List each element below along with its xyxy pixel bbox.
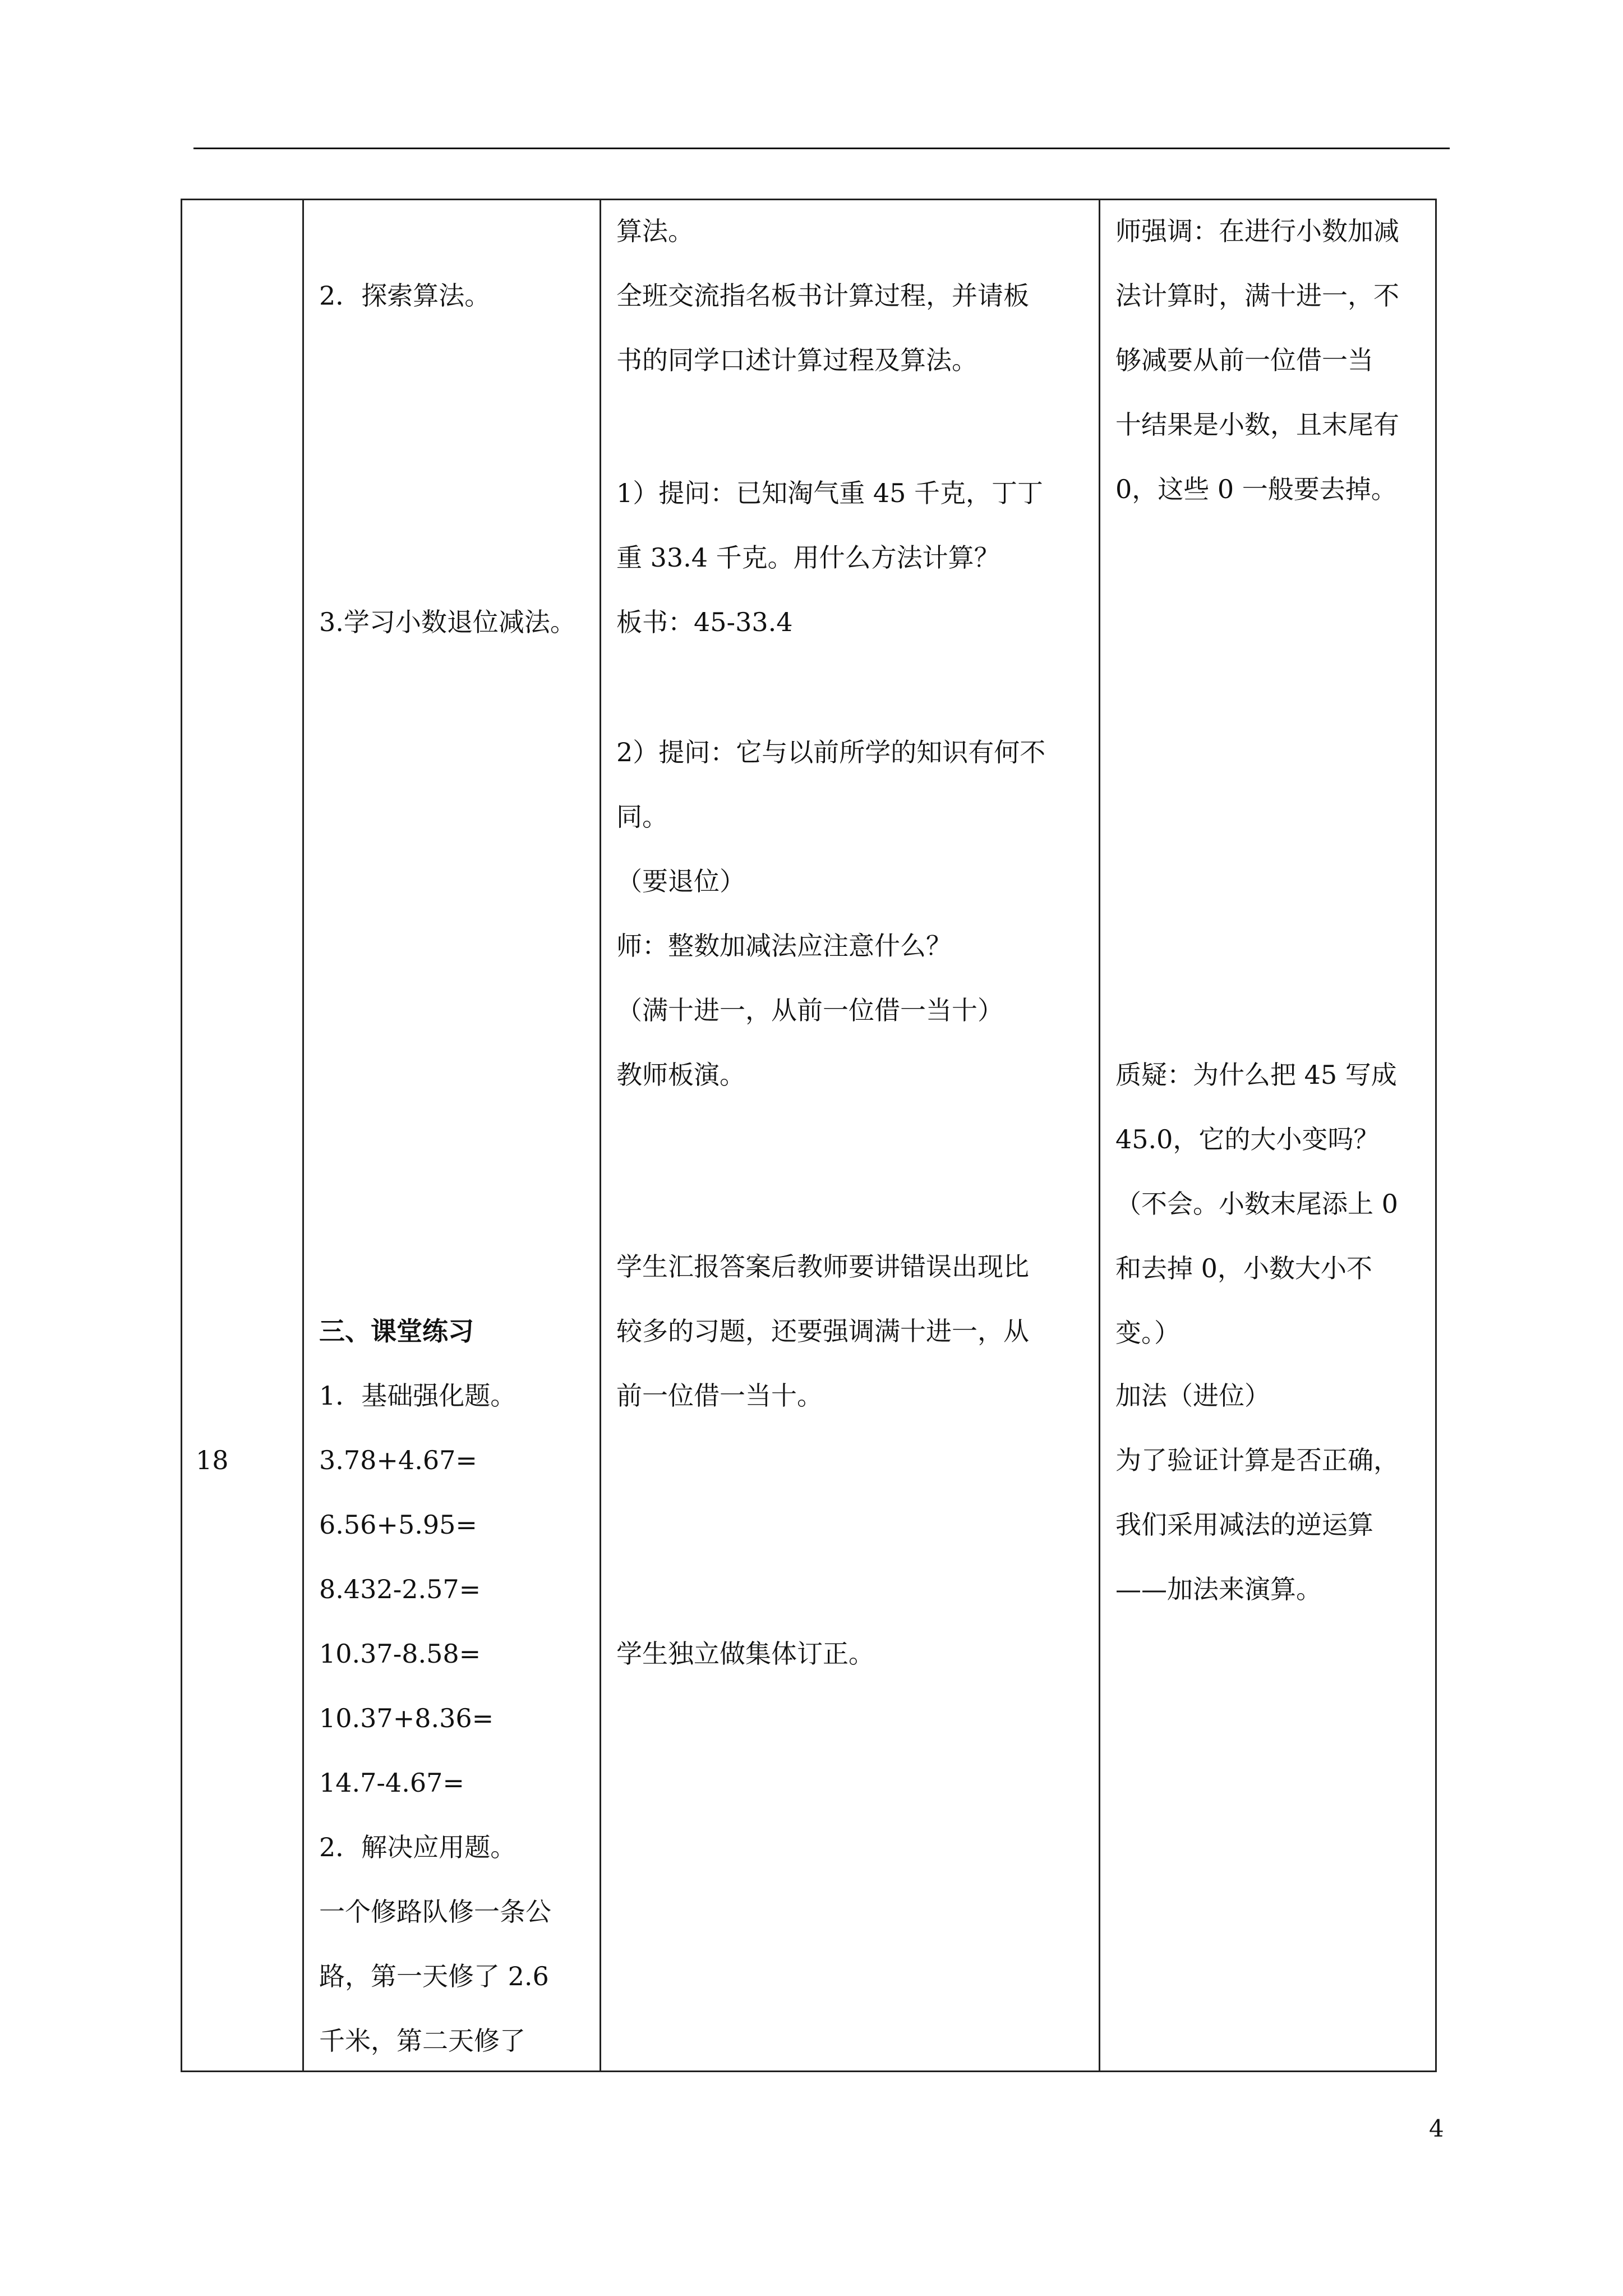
column-divider xyxy=(1099,200,1100,2070)
note-line: 加法（进位） xyxy=(1115,1381,1270,1411)
activity-line: （要退位） xyxy=(616,866,745,896)
column-divider xyxy=(600,200,601,2070)
activity-line: 学生汇报答案后教师要讲错误出现比 xyxy=(616,1251,1029,1282)
column-divider xyxy=(302,200,304,2070)
row-number: 18 xyxy=(196,1445,229,1475)
activity-line: 板书：45-33.4 xyxy=(616,607,793,637)
activity-line: 学生独立做集体订正。 xyxy=(616,1639,874,1669)
exercise-item: 3.78+4.67= xyxy=(319,1445,477,1475)
activity-line: （满十进一，从前一位借一当十） xyxy=(616,995,1003,1025)
step-decimal-subtraction: 3.学习小数退位减法。 xyxy=(319,607,576,637)
note-line: ——加法来演算。 xyxy=(1115,1574,1322,1604)
activity-line: 算法。 xyxy=(616,216,694,246)
activity-line: 1）提问：已知淘气重 45 千克，丁丁 xyxy=(616,478,1044,508)
activity-line: 较多的习题，还要强调满十进一，从 xyxy=(616,1316,1029,1346)
exercise-item: 8.432-2.57= xyxy=(319,1574,481,1604)
application-heading: 2．解决应用题。 xyxy=(319,1832,517,1862)
note-line: 0，这些 0 一般要去掉。 xyxy=(1115,474,1397,504)
activity-line: 教师板演。 xyxy=(616,1060,745,1090)
word-problem-line: 路，第一天修了 2.6 xyxy=(319,1961,549,1991)
activity-line: 书的同学口述计算过程及算法。 xyxy=(616,345,978,375)
note-line: 十结果是小数，且末尾有 xyxy=(1115,409,1399,440)
note-line: 师强调：在进行小数加减 xyxy=(1115,216,1399,246)
lesson-table xyxy=(181,199,1437,2072)
activity-line: 2）提问：它与以前所学的知识有何不 xyxy=(616,737,1046,767)
note-line: 我们采用减法的逆运算 xyxy=(1115,1510,1373,1540)
note-line: 为了验证计算是否正确， xyxy=(1115,1445,1399,1475)
exercise-item: 6.56+5.95= xyxy=(319,1510,477,1540)
header-rule xyxy=(193,148,1450,149)
page-number: 4 xyxy=(1429,2115,1444,2142)
activity-line: 师：整数加减法应注意什么？ xyxy=(616,931,952,961)
word-problem-line: 一个修路队修一条公 xyxy=(319,1897,551,1927)
note-line: （不会。小数末尾添上 0 xyxy=(1115,1189,1398,1219)
activity-line: 前一位借一当十。 xyxy=(616,1381,823,1411)
note-line: 质疑：为什么把 45 写成 xyxy=(1115,1060,1397,1090)
exercise-heading: 1．基础强化题。 xyxy=(319,1381,517,1411)
section-heading-practice: 三、课堂练习 xyxy=(319,1316,474,1346)
word-problem-line: 千米，第二天修了 xyxy=(319,2026,525,2056)
activity-line: 全班交流指名板书计算过程，并请板 xyxy=(616,280,1029,311)
activity-line: 同。 xyxy=(616,802,668,832)
note-line: 变。） xyxy=(1115,1318,1180,1348)
note-line: 够减要从前一位借一当 xyxy=(1115,345,1373,375)
exercise-item: 14.7-4.67= xyxy=(319,1768,464,1798)
exercise-item: 10.37+8.36= xyxy=(319,1703,494,1733)
note-line: 45.0，它的大小变吗？ xyxy=(1115,1124,1380,1154)
exercise-item: 10.37-8.58= xyxy=(319,1639,481,1669)
note-line: 和去掉 0，小数大小不 xyxy=(1115,1253,1372,1283)
activity-line: 重 33.4 千克。用什么方法计算？ xyxy=(616,542,1000,573)
step-explore-algorithm: 2．探索算法。 xyxy=(319,280,491,311)
note-line: 法计算时，满十进一，不 xyxy=(1115,280,1399,311)
